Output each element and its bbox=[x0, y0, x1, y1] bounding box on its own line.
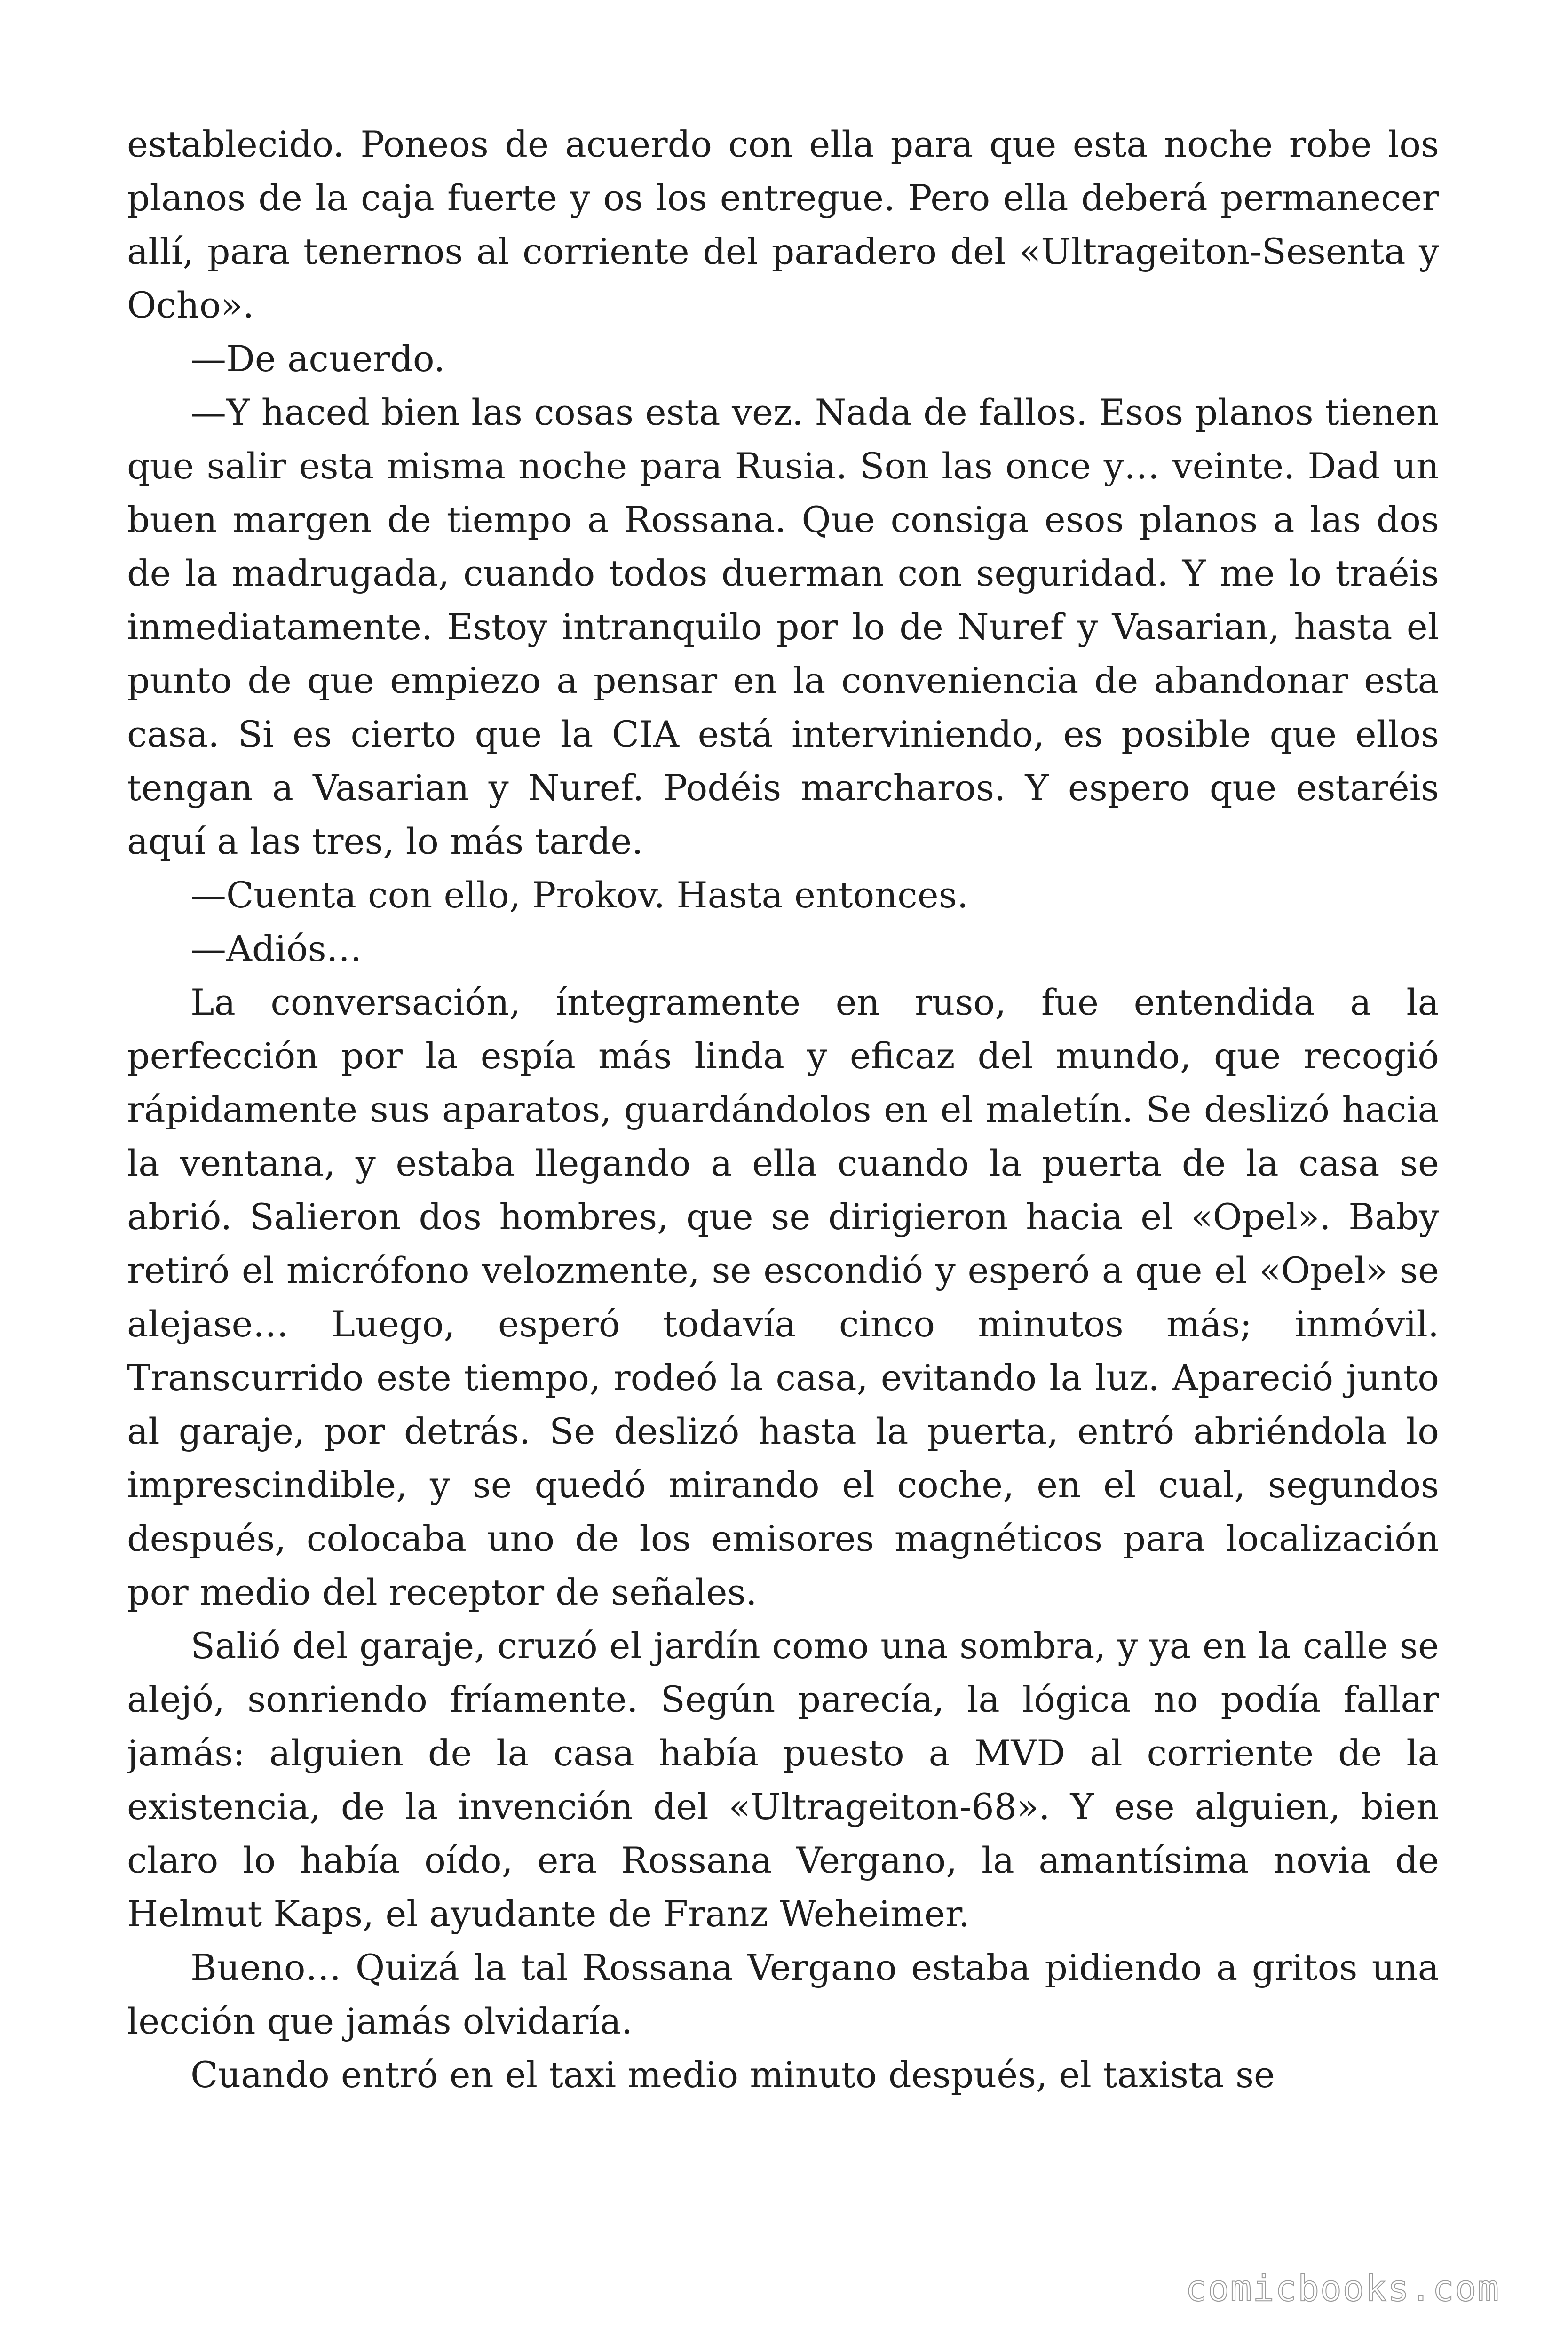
paragraph: —Cuenta con ello, Prokov. Hasta entonces. bbox=[190, 874, 968, 916]
paragraph: —De acuerdo. bbox=[190, 338, 445, 380]
paragraph: establecido. Poneos de acuerdo con ella para que esta noche robe los planos de la caja fuerte y os los entregue. Pero ella deberá permanecer allí, para tenernos al corriente del paradero del «Ultrageiton-Sesenta y Ocho». bbox=[127, 123, 1439, 326]
paragraph: Bueno… Quizá la tal Rossana Vergano estaba pidiendo a gritos una lección que jamás olvidaría. bbox=[127, 1947, 1439, 2042]
paragraph: Salió del garaje, cruzó el jardín como una sombra, y ya en la calle se alejó, sonriendo fríamente. Según parecía, la lógica no podía fallar jamás: alguien de la casa había puesto a MVD al corriente de la existencia, de la invención del «Ultrageiton-68». Y ese alguien, bien claro lo había oído, era Rossana Vergano, la amantísima novia de Helmut Kaps, el ayudante de Franz Weheimer. bbox=[127, 1625, 1439, 1935]
paragraph: La conversación, íntegramente en ruso, fue entendida a la perfección por la espía más linda y eficaz del mundo, que recogió rápidamente sus aparatos, guardándolos en el maletín. Se deslizó hacia la ventana, y estaba llegando a ella cuando la puerta de la casa se abrió. Salieron dos hombres, que se dirigieron hacia el «Opel». Baby retiró el micrófono velozmente, se escondió y esperó a que el «Opel» se alejase… Luego, esperó todavía cinco minutos más; inmóvil. Transcurrido este tiempo, rodeó la casa, evitando la luz. Apareció junto al garaje, por detrás. Se deslizó hasta la puerta, entró abriéndola lo imprescindible, y se quedó mirando el coche, en el cual, segundos después, colocaba uno de los emisores magnéticos para localización por medio del receptor de señales. bbox=[127, 981, 1439, 1613]
paragraph: —Adiós… bbox=[190, 928, 362, 969]
paragraph: Cuando entró en el taxi medio minuto después, el taxista se bbox=[190, 2054, 1275, 2096]
paragraph: —Y haced bien las cosas esta vez. Nada de fallos. Esos planos tienen que salir esta misma noche para Rusia. Son las once y… veinte. Dad un buen margen de tiempo a Rossana. Que consiga esos planos a las dos de la madrugada, cuando todos duerman con seguridad. Y me lo traéis inmediatamente. Estoy intranquilo por lo de Nuref y Vasarian, hasta el punto de que empiezo a pensar en la conveniencia de abandonar esta casa. Si es cierto que la CIA está interviniendo, es posible que ellos tengan a Vasarian y Nuref. Podéis marcharos. Y espero que estaréis aquí a las tres, lo más tarde. bbox=[127, 391, 1439, 862]
watermark: comicbooks.com bbox=[1185, 2267, 1500, 2309]
page-body bbox=[127, 118, 1439, 2206]
